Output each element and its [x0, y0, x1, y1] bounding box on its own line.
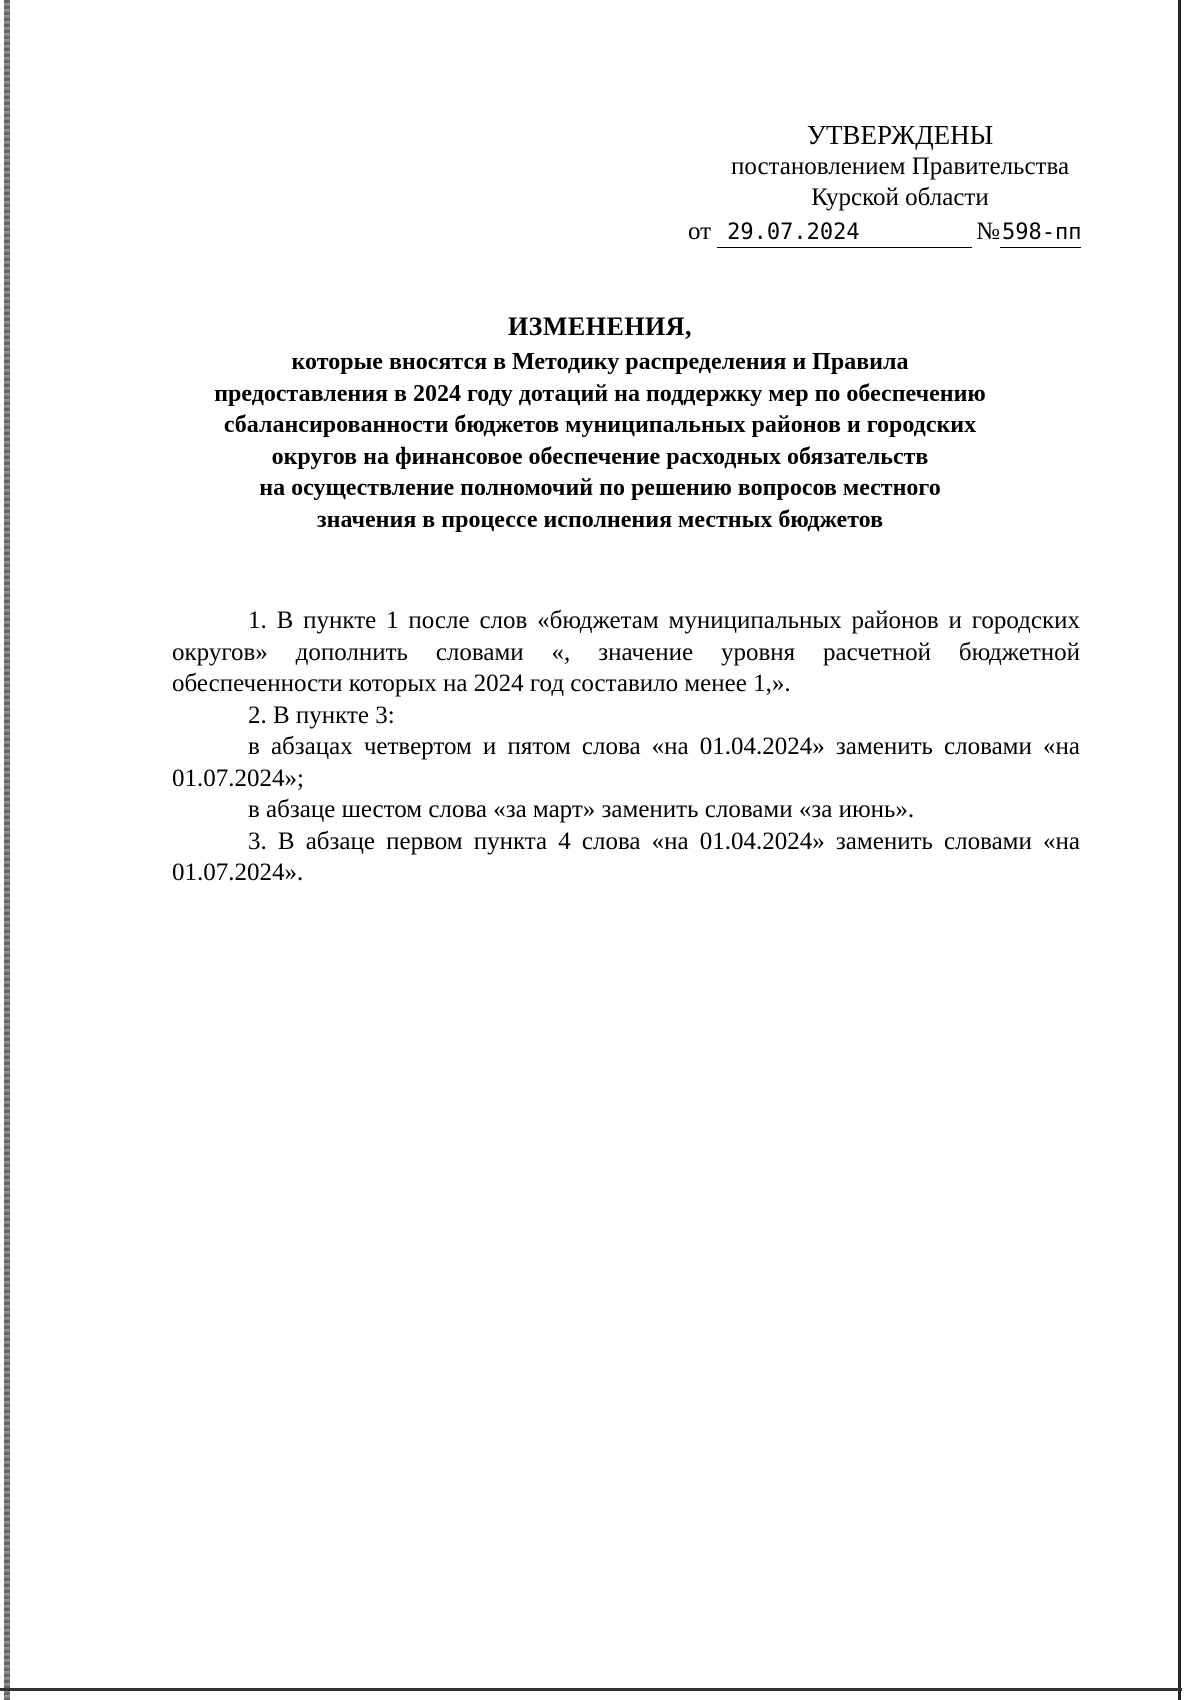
document-body — [172, 605, 1080, 889]
number-label: № — [976, 218, 1000, 245]
date-prefix: от — [688, 218, 712, 245]
document-subtitle — [120, 347, 1080, 536]
approval-number: 598-пп — [1000, 219, 1081, 248]
paragraph-item-2-sub-2: в абзаце шестом слова «за март» заменить словами «за июнь». — [248, 796, 915, 823]
paragraph-item-2: 2. В пункте 3: — [248, 701, 395, 729]
subtitle-line: на осуществление полномочий по решению вопросов местного — [259, 475, 941, 501]
approval-block — [680, 120, 1120, 213]
approval-heading: УТВЕРЖДЕНЫ — [806, 120, 994, 150]
approval-date-line — [688, 218, 1081, 248]
paragraph-item-2-sub-1: в абзацах четвертом и пятом слова «на 01.04.2024» заменить словами «на 01.07.2024»; — [172, 733, 1080, 792]
approval-region: Курской области — [811, 184, 989, 211]
approval-by: постановлением Правительства — [730, 153, 1070, 180]
subtitle-line: значения в процессе исполнения местных бюджетов — [316, 506, 884, 533]
scan-edge-bottom — [0, 1688, 1182, 1691]
scan-edge-right — [1178, 0, 1181, 1700]
subtitle-line: предоставления в 2024 году дотаций на поддержку мер по обеспечению — [214, 380, 986, 407]
document-title: ИЗМЕНЕНИЯ, — [507, 312, 693, 341]
approval-date: 29.07.2024 — [717, 219, 972, 248]
subtitle-line: округов на финансовое обеспечение расходных обязательств — [271, 443, 929, 470]
subtitle-line: которые вносятся в Методику распределения и Правила — [291, 349, 909, 375]
scan-edge-left — [4, 0, 10, 1700]
subtitle-line: сбалансированности бюджетов муниципальных районов и городских — [223, 412, 977, 438]
paragraph-item-1: 1. В пункте 1 после слов «бюджетам муниципальных районов и городских округов» дополнить словами «, значение уровня расчетной бюджетной обеспеченности которых на 2024 год составило менее 1,». — [172, 607, 1080, 697]
paragraph-item-3: 3. В абзаце первом пункта 4 слова «на 01.04.2024» заменить словами «на 01.07.2024». — [172, 827, 1080, 886]
